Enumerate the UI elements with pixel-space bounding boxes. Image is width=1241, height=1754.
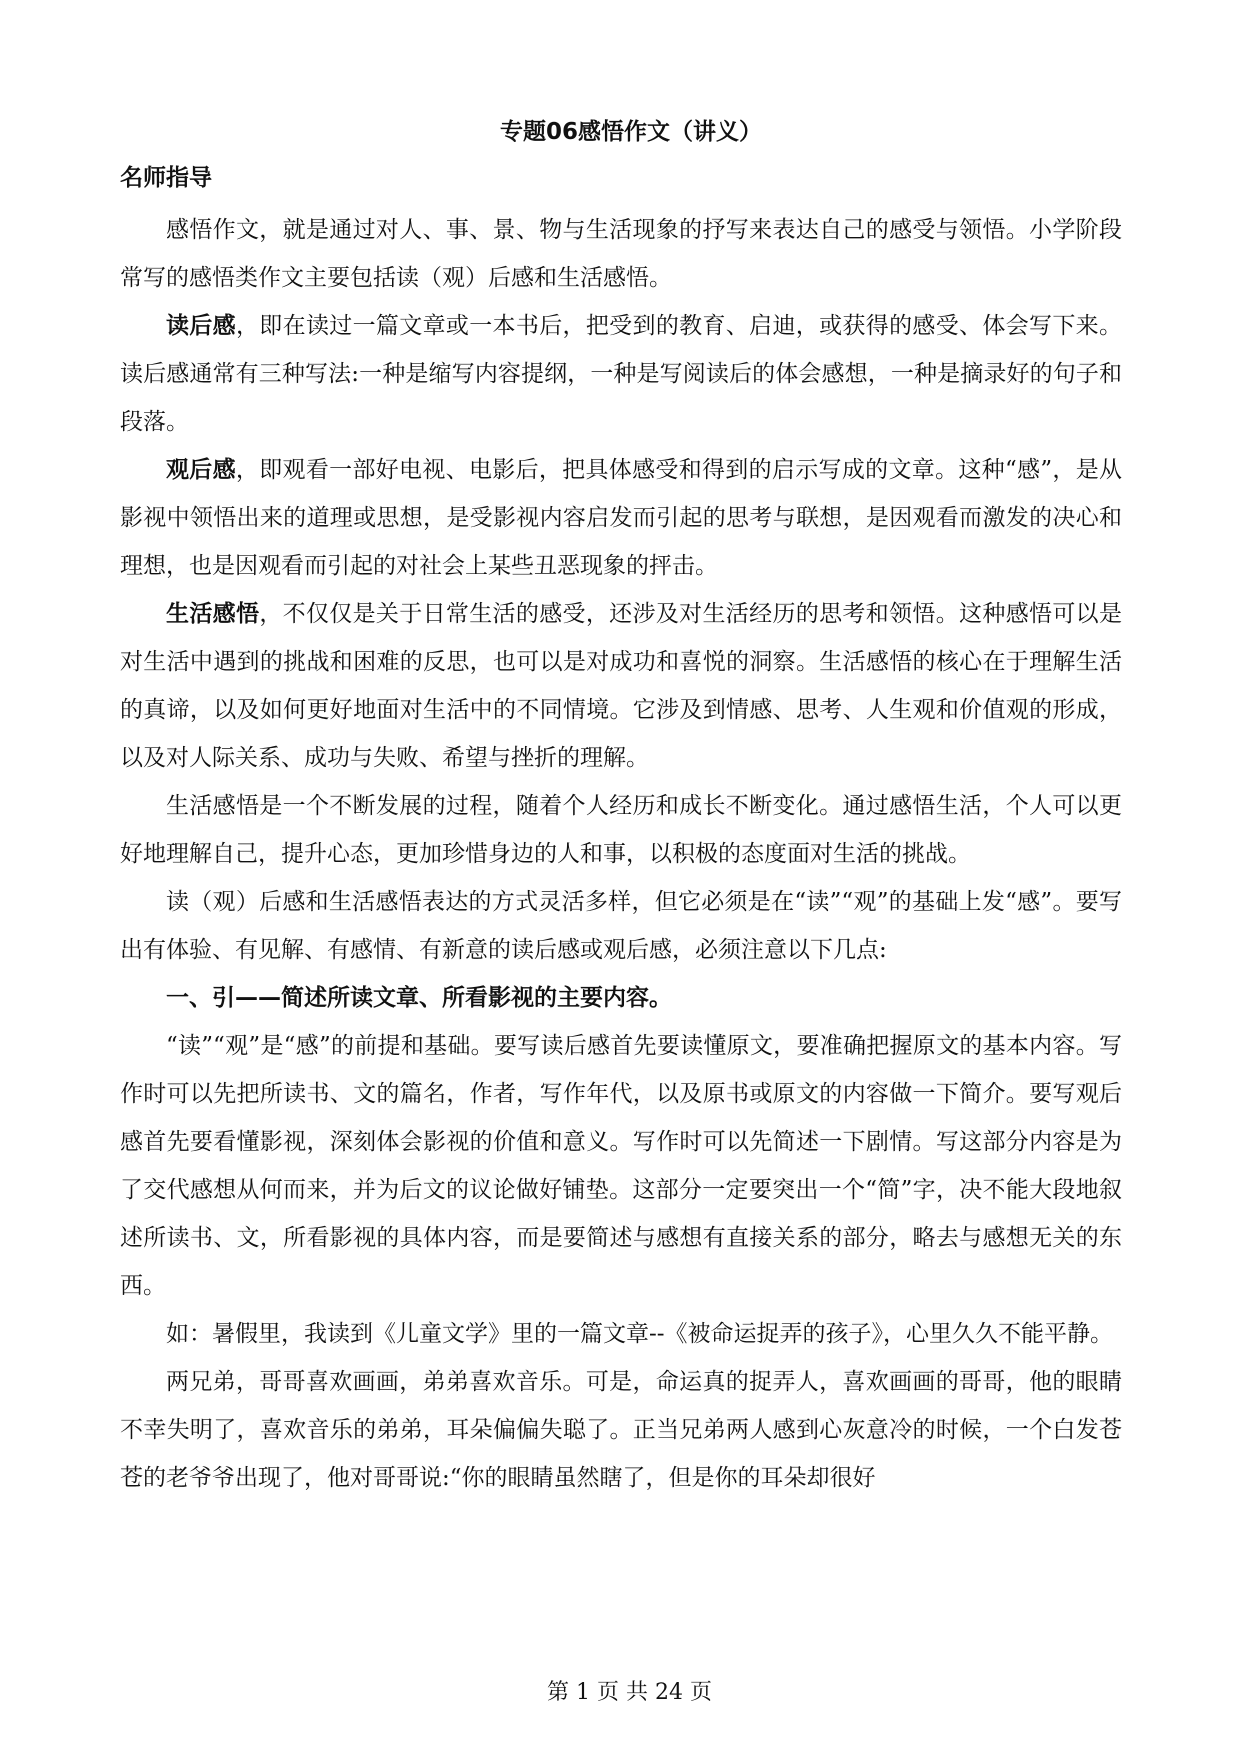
- paragraph-example: 如：暑假里，我读到《儿童文学》里的一篇文章--《被命运捉弄的孩子》，心里久久不能平静。: [166, 1321, 1114, 1347]
- paragraph-lead: 生活感悟: [166, 601, 260, 627]
- paragraph-points-intro: [120, 878, 1122, 974]
- paragraph-summary-guidance: “读”“观”是“感”的前提和基础。要写读后感首先要读懂原文，要准确把握原文的基本内容。写作时可以先把所读书、文的篇名，作者，写作年代，以及原书或原文的内容做一下简介。要写观后感首先要看懂影视，深刻体会影视的价值和意义。写作时可以先简述一下剧情。写这部分内容是为了交代感想从何而来，并为后文的议论做好铺垫。这部分一定要突出一个“简”字，决不能大段地叙述所读书、文，所看影视的具体内容，而是要简述与感想有直接关系的部分，略去与感想无关的东西。: [120, 1033, 1122, 1299]
- paragraph-lead: 观后感: [166, 457, 236, 483]
- document-title: 专题06感悟作文（讲义）: [499, 119, 762, 145]
- paragraph-lead: 读后感: [166, 313, 236, 339]
- paragraph-example-story: 两兄弟，哥哥喜欢画画，弟弟喜欢音乐。可是，命运真的捉弄人，喜欢画画的哥哥，他的眼睛不幸失明了，喜欢音乐的弟弟，耳朵偏偏失聪了。正当兄弟两人感到心灰意冷的时候，一个白发苍苍的老爷爷出现了，他对哥哥说:“你的眼睛虽然瞎了，但是你的耳朵却很好: [120, 1369, 1122, 1491]
- paragraph-text: ，即观看一部好电视、电影后，把具体感受和得到的启示写成的文章。这种“感”，是从影视中领悟出来的道理或思想，是受影视内容启发而引起的思考与联想，是因观看而激发的决心和理想，也是因观看而引起的对社会上某些丑恶现象的抨击。: [120, 457, 1122, 579]
- paragraph-text: ，即在读过一篇文章或一本书后，把受到的教育、启迪，或获得的感受、体会写下来。读后感通常有三种写法:一种是缩写内容提纲，一种是写阅读后的体会感想，一种是摘录好的句子和段落。: [120, 313, 1123, 435]
- paragraph-text: 感悟作文，就是通过对人、事、景、物与生活现象的抒写来表达自己的感受与领悟。小学阶段常写的感悟类作文主要包括读（观）后感和生活感悟。: [120, 217, 1122, 291]
- page-footer: [0, 1678, 1241, 1708]
- paragraph-text: 读（观）后感和生活感悟表达的方式灵活多样，但它必须是在“读”“观”的基础上发“感”。要写出有体验、有见解、有感情、有新意的读后感或观后感，必须注意以下几点:: [120, 889, 1122, 963]
- document-page: [120, 116, 1122, 1502]
- section-heading: 名师指导: [120, 165, 212, 191]
- paragraph-text: 生活感悟是一个不断发展的过程，随着个人经历和成长不断变化。通过感悟生活，个人可以更好地理解自己，提升心态，更加珍惜身边的人和事，以积极的态度面对生活的挑战。: [120, 793, 1122, 867]
- paragraph-life-insight-process: [120, 782, 1122, 878]
- paragraph-intro: [120, 206, 1122, 302]
- page-number: 第 1 页 共 24 页: [547, 1680, 712, 1705]
- paragraph-viewing-reflection: [120, 446, 1122, 590]
- paragraph-text: ，不仅仅是关于日常生活的感受，还涉及对生活经历的思考和领悟。这种感悟可以是对生活中遇到的挑战和困难的反思，也可以是对成功和喜悦的洞察。生活感悟的核心在于理解生活的真谛，以及如何更好地面对生活中的不同情境。它涉及到情感、思考、人生观和价值观的形成，以及对人际关系、成功与失败、希望与挫折的理解。: [120, 601, 1123, 771]
- paragraph-life-insight: [120, 590, 1122, 782]
- sub-heading: 一、引——简述所读文章、所看影视的主要内容。: [166, 985, 672, 1011]
- paragraph-reading-reflection: [120, 302, 1122, 446]
